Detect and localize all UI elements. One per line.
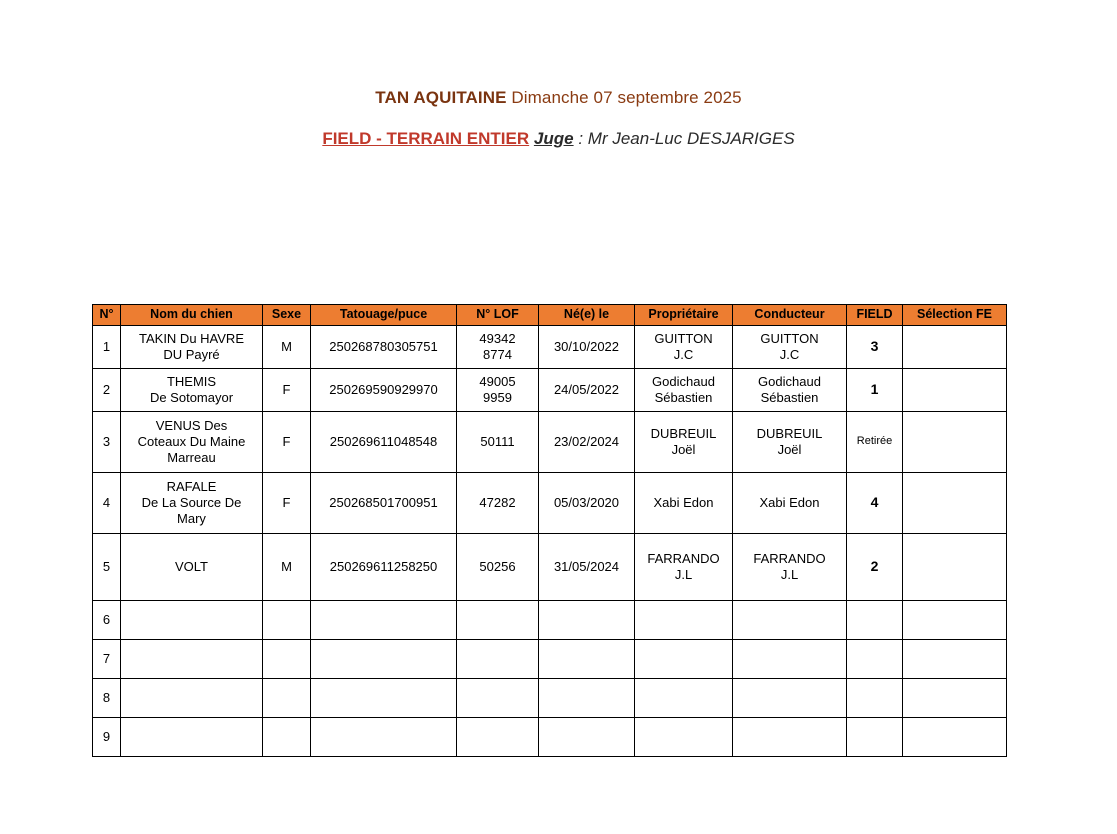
cell-n-lof — [457, 718, 539, 757]
cell-nom-du-chien: THEMIS De Sotomayor — [121, 369, 263, 412]
column-header-proprietaire: Propriétaire — [635, 305, 733, 326]
column-header-naissance: Né(e) le — [539, 305, 635, 326]
table-row — [93, 534, 1007, 601]
cell-field-result — [847, 718, 903, 757]
cell-conducteur — [733, 679, 847, 718]
juge-separator: : — [578, 129, 584, 148]
cell-tatouage-puce: 250269611048548 — [311, 412, 457, 473]
cell-nom-du-chien — [121, 718, 263, 757]
cell-sexe — [263, 640, 311, 679]
cell-sexe: M — [263, 534, 311, 601]
cell-conducteur: Godichaud Sébastien — [733, 369, 847, 412]
cell-field-result — [847, 601, 903, 640]
cell-selection-fe — [903, 473, 1007, 534]
cell-selection-fe — [903, 679, 1007, 718]
cell-field-result — [847, 679, 903, 718]
cell-n-lof — [457, 640, 539, 679]
cell-field-result: 4 — [847, 473, 903, 534]
cell-no: 9 — [93, 718, 121, 757]
cell-conducteur: DUBREUIL Joël — [733, 412, 847, 473]
cell-nom-du-chien — [121, 640, 263, 679]
table-row — [93, 412, 1007, 473]
cell-date-naissance: 05/03/2020 — [539, 473, 635, 534]
cell-no: 2 — [93, 369, 121, 412]
table-header — [93, 305, 1007, 326]
cell-sexe — [263, 679, 311, 718]
cell-proprietaire: DUBREUIL Joël — [635, 412, 733, 473]
cell-tatouage-puce: 250269590929970 — [311, 369, 457, 412]
cell-field-result: 1 — [847, 369, 903, 412]
judge-name: Mr Jean-Luc DESJARIGES — [587, 129, 795, 148]
cell-field-result: 2 — [847, 534, 903, 601]
column-header-tatouage: Tatouage/puce — [311, 305, 457, 326]
field-title-line — [0, 129, 1117, 149]
table-row — [93, 369, 1007, 412]
cell-no: 8 — [93, 679, 121, 718]
cell-conducteur: Xabi Edon — [733, 473, 847, 534]
cell-field-result: 3 — [847, 326, 903, 369]
table-row — [93, 326, 1007, 369]
column-header-lof: N° LOF — [457, 305, 539, 326]
cell-n-lof: 50256 — [457, 534, 539, 601]
document-page — [0, 88, 1117, 834]
cell-field-result: Retirée — [847, 412, 903, 473]
cell-selection-fe — [903, 718, 1007, 757]
cell-no: 1 — [93, 326, 121, 369]
event-title-line — [0, 88, 1117, 108]
column-header-field: FIELD — [847, 305, 903, 326]
cell-conducteur — [733, 601, 847, 640]
cell-nom-du-chien — [121, 601, 263, 640]
cell-proprietaire: Godichaud Sébastien — [635, 369, 733, 412]
cell-sexe: F — [263, 369, 311, 412]
cell-conducteur: FARRANDO J.L — [733, 534, 847, 601]
juge-label: Juge — [533, 129, 574, 148]
cell-proprietaire — [635, 601, 733, 640]
cell-field-result — [847, 640, 903, 679]
cell-no: 3 — [93, 412, 121, 473]
cell-n-lof: 50111 — [457, 412, 539, 473]
cell-date-naissance: 23/02/2024 — [539, 412, 635, 473]
cell-date-naissance — [539, 679, 635, 718]
cell-selection-fe — [903, 369, 1007, 412]
cell-sexe: F — [263, 473, 311, 534]
cell-conducteur — [733, 640, 847, 679]
table-row — [93, 640, 1007, 679]
cell-nom-du-chien: VOLT — [121, 534, 263, 601]
entries-table — [92, 304, 1007, 757]
column-header-sexe: Sexe — [263, 305, 311, 326]
cell-date-naissance: 31/05/2024 — [539, 534, 635, 601]
cell-date-naissance — [539, 718, 635, 757]
cell-sexe: F — [263, 412, 311, 473]
cell-date-naissance: 24/05/2022 — [539, 369, 635, 412]
event-name: TAN AQUITAINE — [375, 88, 507, 107]
cell-proprietaire — [635, 679, 733, 718]
event-date: Dimanche 07 septembre 2025 — [511, 88, 742, 107]
cell-n-lof: 47282 — [457, 473, 539, 534]
cell-tatouage-puce — [311, 718, 457, 757]
cell-no: 7 — [93, 640, 121, 679]
cell-tatouage-puce: 250268780305751 — [311, 326, 457, 369]
table-row — [93, 718, 1007, 757]
cell-conducteur: GUITTON J.C — [733, 326, 847, 369]
cell-proprietaire: FARRANDO J.L — [635, 534, 733, 601]
table-body — [93, 326, 1007, 757]
document-header — [0, 88, 1117, 149]
cell-n-lof: 49342 8774 — [457, 326, 539, 369]
column-header-no: N° — [93, 305, 121, 326]
column-header-selection: Sélection FE — [903, 305, 1007, 326]
table-row — [93, 473, 1007, 534]
table-row — [93, 679, 1007, 718]
cell-n-lof — [457, 679, 539, 718]
cell-n-lof — [457, 601, 539, 640]
cell-no: 5 — [93, 534, 121, 601]
cell-date-naissance — [539, 640, 635, 679]
cell-nom-du-chien: VENUS Des Coteaux Du Maine Marreau — [121, 412, 263, 473]
cell-date-naissance — [539, 601, 635, 640]
cell-tatouage-puce — [311, 640, 457, 679]
cell-no: 4 — [93, 473, 121, 534]
cell-selection-fe — [903, 640, 1007, 679]
column-header-nom: Nom du chien — [121, 305, 263, 326]
cell-selection-fe — [903, 601, 1007, 640]
field-title: FIELD - TERRAIN ENTIER — [322, 129, 530, 148]
cell-no: 6 — [93, 601, 121, 640]
cell-tatouage-puce — [311, 679, 457, 718]
cell-proprietaire — [635, 640, 733, 679]
cell-sexe — [263, 718, 311, 757]
cell-sexe: M — [263, 326, 311, 369]
cell-nom-du-chien — [121, 679, 263, 718]
cell-tatouage-puce — [311, 601, 457, 640]
cell-proprietaire: GUITTON J.C — [635, 326, 733, 369]
cell-tatouage-puce: 250268501700951 — [311, 473, 457, 534]
cell-sexe — [263, 601, 311, 640]
cell-conducteur — [733, 718, 847, 757]
table-row — [93, 601, 1007, 640]
table-header-row — [93, 305, 1007, 326]
cell-nom-du-chien: RAFALE De La Source De Mary — [121, 473, 263, 534]
cell-selection-fe — [903, 412, 1007, 473]
cell-n-lof: 49005 9959 — [457, 369, 539, 412]
cell-date-naissance: 30/10/2022 — [539, 326, 635, 369]
cell-proprietaire — [635, 718, 733, 757]
cell-proprietaire: Xabi Edon — [635, 473, 733, 534]
cell-selection-fe — [903, 534, 1007, 601]
cell-tatouage-puce: 250269611258250 — [311, 534, 457, 601]
cell-nom-du-chien: TAKIN Du HAVRE DU Payré — [121, 326, 263, 369]
cell-selection-fe — [903, 326, 1007, 369]
column-header-conducteur: Conducteur — [733, 305, 847, 326]
